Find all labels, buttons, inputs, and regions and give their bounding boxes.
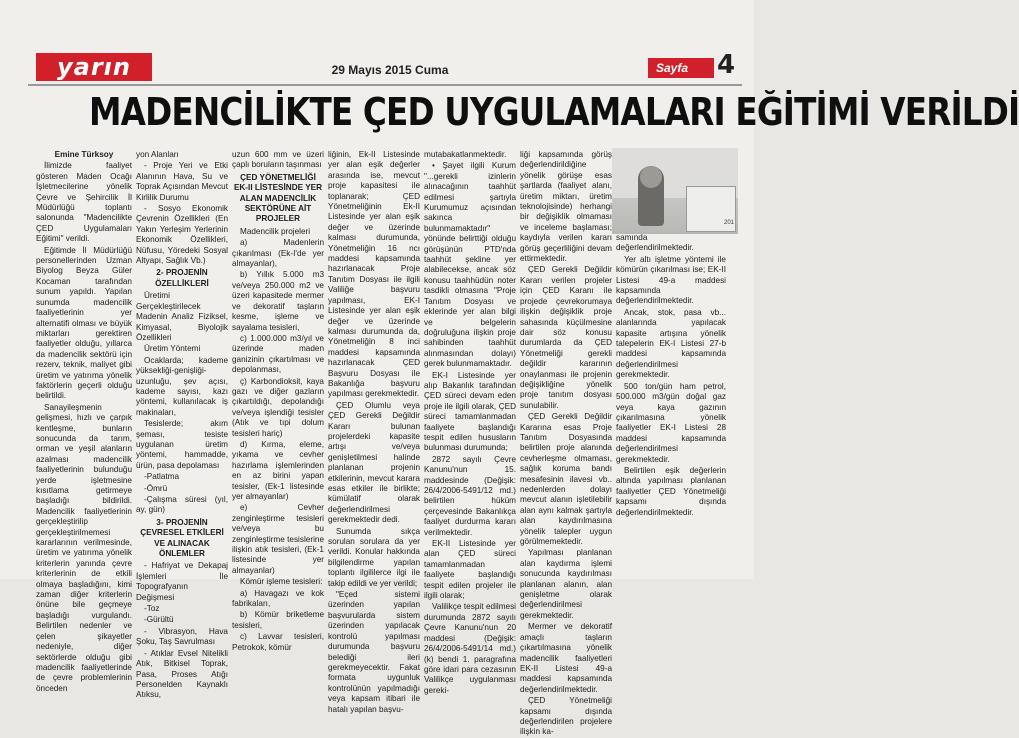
paragraph: yon Alanları xyxy=(136,150,179,159)
paragraph: -Toz xyxy=(144,604,160,614)
article-column-7 xyxy=(616,233,726,575)
paragraph: liği kapsamında görüş değerlendirildiğine yönelik görüşe esas şartlarda (faaliyet alanı, üretim miktarı, üretim teknolojisinde) herhangi bir değişiklik olmaması ve inceleme başlaması; kaydıyla verilen kararı görüş geçerliliğini devam ettirmektedir. xyxy=(520,150,612,264)
paragraph: Madencilik projeleri xyxy=(240,226,311,236)
paragraph: -Ömrü xyxy=(144,483,168,493)
article-photo xyxy=(612,148,738,234)
paragraph: Ocaklarda; kademe yüksekliği-genişliği-uzunluğu, şev açısı, kademe sayısı, kazı yöntemi, kullanılacak iş makinaları, xyxy=(136,355,228,417)
paragraph: - Hafriyat ve Dekapaj İşlemleri İle Topografyanın Değişmesi xyxy=(136,561,228,602)
article-column-4 xyxy=(328,150,420,714)
paragraph: ÇED Yönetmeliği kapsamı dışında değerlendirilen projelere ilişkin ka- xyxy=(520,696,612,737)
paragraph: ÇED Olumlu veya ÇED Gerekli Değildir Kararı bulunan projelerdeki kapasite artışı ve/veya genişletilmesi halinde planlanan projenin etkilerinin, mevcut karara esas etkiler ile birlikte; kümülatif olarak değerlendirilmesi gerekmektedir dedi. xyxy=(328,400,420,525)
article-column-1 xyxy=(36,150,132,693)
paragraph: samında değerlendirilmektedir. xyxy=(616,233,694,253)
paragraph: c) Lavvar tesisleri, Petrokok, kömür xyxy=(232,632,324,652)
paragraph: Tesislerde; akım şeması, tesiste uygulanan üretim yöntemi, hammadde, ürün, pasa depolaması xyxy=(136,419,228,470)
paragraph: Ancak, stok, pasa vb... alanlarında yapılacak kapasite artışına yönelik talepelerin EK-I Listesi 27-b maddesi kapsamında değerlendirilmesi gerekmektedir. xyxy=(616,307,726,380)
article-column-5 xyxy=(424,150,516,695)
paragraph: Yapılması planlanan alan kaydırma işlemi sonucunda kaydırılması planlanan alanın, alan genişletme olarak değerlendirilmesi gerekmektedir. xyxy=(520,548,612,620)
paragraph: mutabakatlanmektedir. xyxy=(424,150,507,159)
paragraph: uzun 600 mm ve üzeri çaplı boruların taşınması xyxy=(232,150,324,170)
subheading: 3- PROJENİN ÇEVRESEL ETKİLERİ VE ALINACAK ÖNLEMLER xyxy=(140,517,224,559)
paragraph: Üretimi Gerçekleştirilecek Madenin Analiz Fiziksel, Kimyasal, Biyolojik Özellikleri xyxy=(136,291,228,342)
paragraph: • Şayet ilgili Kurum "...gerekli izinlerin alınacağının taahhüt edilmesi şartıyla Kurumumuz açısından sakınca bulunmamaktadır" yönünde belirttiği olduğu görüşünün PTD'nda taahhüt şekline yer alabilecekse, ancak söz konusu taahhüdün noter tasdikli olmasına "Proje Tanıtım Dosyası ve eklerinde yer alan bilgi ve belgelerin doğruluğuna ilişkin proje sahibinden taahhüt alınmasından dolayı) gerek bulunmamaktadır. xyxy=(424,161,516,369)
paragraph: -Çalışma süresi (yıl, ay, gün) xyxy=(136,495,228,515)
article-byline: Emine Türksoy xyxy=(54,150,114,159)
header-divider xyxy=(28,84,742,86)
paragraph: Mermer ve dekoratif amaçlı taşların çıkartılmasına yönelik madencilik faaliyetleri EK-II Listesi 49-a maddesi kapsamında değerlendirilmektedir. xyxy=(520,622,612,694)
paragraph: - Proje Yeri ve Etki Alanının Hava, Su ve Toprak Açısından Mevcut Kirlilik Durumu xyxy=(136,161,228,202)
article-column-6 xyxy=(520,150,612,737)
paragraph: Kömür işleme tesisleri: xyxy=(240,577,323,587)
paragraph: a) Madenlerin çıkarılması (Ek-I'de yer almayanlar), xyxy=(232,238,324,269)
speaker-head xyxy=(640,166,662,188)
paragraph: EK-I Listesinde yer alıp Bakanlık tarafından ÇED süreci devam eden proje ile ilgili olarak, ÇED süreci tamamlanmadan faaliyete başlandığı tespit edilen hususların bulunması durumunda; xyxy=(424,370,516,453)
paragraph: c) 1.000.000 m3/yıl ve üzerinde maden ganizinin çıkartılması ve depolanması, xyxy=(232,333,324,375)
paragraph: -Patlatma xyxy=(144,472,180,482)
paragraph: Üretim Yöntemi xyxy=(144,344,201,354)
paragraph: liğinin, Ek-II Listesinde yer alan eşik değerler arasında ise, mevcut proje kapasitesi ile toplanarak; ÇED Yönetmeliğinin Ek-II Listesinde yer alan eşik değer ve üzerinde kalması durumunda, Yönetmeliğin 16 ncı maddesi kapsamında hazırlanacak Proje Tanıtım Dosyası ile ilgili Valiliğe başvuru yapılması, EK-I Listesinde yer alan eşik değer ve üzerinde kalması durumunda da, Yönetmeliğin 8 inci maddesi kapsamında hazırlanacak ÇED Başvuru Dosyası ile Bakanlığa başvuru yapılması gerekmektedir. xyxy=(328,150,420,399)
paragraph: Eğitimde İl Müdürlüğü personellerinden Uzman Biyolog Beyza Güler Kocaman tarafından sunum yapıldı. Yapılan sunumda madencilik faaliyetlerinin yer alternatifi olması ve büyük miktarları gerektiren faaliyetler olduğu, yıllarca da madencilik sektörü için rezerv, teknik, maliyet gibi üretim ve yatırıma yönelik faktörlerin geçerli olduğu belirtildi. xyxy=(36,245,132,401)
paragraph: Sanayileşmenin gelişmesi, hızlı ve çarpık kentleşme, bunların sonucunda da tarım, orman ve yeşil alanların azalması madencilik faaliyetlerinin bulunduğu yerde işletmesine kısıtlama getirmeye başladığı bildirildi. Madencilik faaliyetlerinin gerçekleştirilip gerçekleştirilmemesi kararlarının verilmesinde, üretim ve yatırıma yönelik kriterlerin yanında çevre kriterlerinin de etkili olmaya başladığını, kimi zaman diğer kriterlerin önüne bile geçmeye başladığı vurgulandı. Belirtilen nedenler ve çelen şikayetler nedeniyle, diğer sektörlerde olduğu gibi madencilik faaliyetlerinde de çevre problemlerinin önceden xyxy=(36,402,132,693)
paragraph: ÇED Gerekli Değildir Kararı verilen projeler için ÇED Karanı ile projede çevrekorumaya ilişkin değişiklik proje sahasında küçülmesine dair söz konusu durumlarda da ÇED Yönetmeliği gerekli değildir kararının onaylanması ile projenin değişikliğine yönelik proje tanıtım dosyası sunulabilir. xyxy=(520,265,612,410)
paragraph: Yer altı işletme yöntemi ile kömürün çıkarılması ise; EK-II Listesi 49-a maddesi kapsamında değerlendirilmektedir. xyxy=(616,254,726,306)
paragraph: ÇED Gerekli Değildir Kararına esas Proje Tanıtım Dosyasında belirtilen proje alanında cevherleşme olmaması, sağlık koruma bandı mesafesinin ilavesi vb.. nedenlerden dolayı mevcut alanın işletilebilir alan aynı kalmak şartıyla alan kaydırılmasına yönelik talepler uygun görülmemektedir. xyxy=(520,412,612,547)
subheading: 2- PROJENİN ÖZELLİKLERİ xyxy=(155,268,209,288)
paragraph: Belirtilen eşik değerlerin altında yapılması planlanan faaliyetler ÇED Yönetmeliği kapsamı dışında değerlendirilmektedir. xyxy=(616,465,726,517)
paragraph: a) Havagazı ve kok fabrikaları, xyxy=(232,588,324,609)
paragraph: b) Yıllık 5.000 m3 ve/veya 250.000 m2 ve üzeri kapasitede mermer ve dekoratif taşların kesme, işleme ve sayalama tesisleri, xyxy=(232,270,324,332)
paragraph: -Gürültü xyxy=(144,615,174,625)
paragraph: "Eçed sistemi üzerinden yapılan başvurularda sistem üzerinden yapılacak kontrolü yapılması durumunda başvuru belediği ileri gerekmeyecektir. Fakat formata uygunluk kontrolünün yapılmadığı veya kapsam itibari ile hatalı yapılan başvu- xyxy=(328,590,420,714)
paragraph: Sunumda sıkça sorulan sorulara da yer verildi. Konular hakkında bilgilendirme yapılan toplantı ilgililerce ilgi ile takip edildi ve yer verildi; xyxy=(328,526,420,588)
paragraph: Valilikçe tespit edilmesi durumunda 2872 sayılı Çevre Kanunu'nun 20 maddesi (Değişik: 26/4/2006-5491/14 md.) (k) bendi 1. paragrafına göre idari para cezasının Valilikçe uygulanması gereki- xyxy=(424,602,516,695)
photo-caption-fragment: 201 xyxy=(724,220,735,226)
paragraph: 2872 sayılı Çevre Kanunu'nun 15. maddesinde (Değişik: 26/4/2006-5491/12 md.) belirtilen hüküm çerçevesinde Bakanlıkça faaliyet durdurma kararı verilmektedir. xyxy=(424,454,516,537)
paragraph: - Vibrasyon, Hava Şoku, Taş Savrulması xyxy=(136,626,228,647)
page-number: 4 xyxy=(716,50,736,80)
paragraph: - Atıklar Evsel Nitelikli Atık, Bitkisel Toprak, Pasa, Proses Atığı Personelden Kaynaklı Atıksu, xyxy=(136,648,228,700)
paragraph: - Sosyo Ekonomik Çevrenin Özellikleri (En Yakın Yerleşim Yerlerinin Ekonomik Özellikleri, Nüfusu, Yöredeki Sosyal Altyapı, Sağlık Vb.) xyxy=(136,204,228,266)
paragraph: EK-II Listesinde yer alan ÇED süreci tamamlanmadan faaliyete başlandığı tespit edilen projeler ile ilgili olarak; xyxy=(424,539,516,601)
article-column-3 xyxy=(232,150,324,652)
paragraph: d) Kırma, eleme, yıkama ve cevher hazırlama işlemlerinden en az birini yapan tesisler, (Ek-1 listesinde yer almayanlar) xyxy=(232,439,324,501)
paragraph: ç) Karbondioksit, kaya gazı ve diğer gazların çıkartıldığı, depolandığı ve/veya işlendiği tesisler (Atık ve tıpi dolum tesisleri hariç) xyxy=(232,376,324,438)
paragraph: 500 ton/gün ham petrol, 500.000 m3/gün doğal gaz veya kaya gazının çıkarılmasına yönelik faaliyetler EK-I Listesi 28 maddesi kapsamında değerlendirilmesi gerekmektedir. xyxy=(616,381,726,464)
article-column-2 xyxy=(136,150,228,700)
paragraph: b) Kömür briketleme tesisleri, xyxy=(232,610,324,630)
paragraph: e) Cevher zenginleştirme tesisleri ve/veya bu zenginleştirme tesislerine ilişkin atık tesisleri, (Ek-1 listesinde yer almayanlar) xyxy=(232,503,324,575)
article-headline: MADENCİLİKTE ÇED UYGULAMALARI EĞİTİMİ VERİLDİ xyxy=(89,90,1019,134)
newspaper-logo: yarın xyxy=(36,53,152,81)
paragraph: İlimizde faaliyet gösteren Maden Ocağı İşletmecilerine yönelik Çevre ve Şehircilik İl Müdürlüğü toplantı salonunda "Madencilikte ÇED Uygulamaları Eğitimi" verildi. xyxy=(36,161,132,244)
subheading: ÇED YÖNETMELİĞİ EK-II LİSTESİNDE YER ALAN MADENCİLİK SEKTÖRÜNE AİT PROJELER xyxy=(233,172,323,224)
issue-date: 29 Mayıs 2015 Cuma xyxy=(331,63,449,77)
section-label: Sayfa xyxy=(648,58,714,78)
